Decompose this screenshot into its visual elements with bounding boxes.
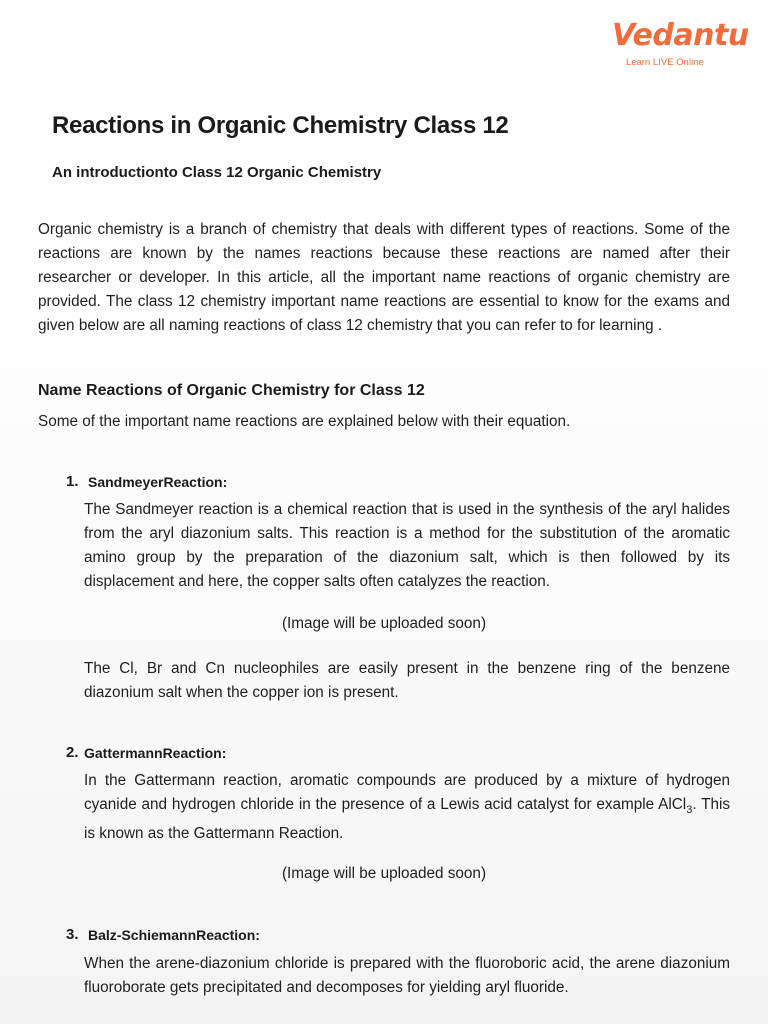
page-title: Reactions in Organic Chemistry Class 12 — [52, 112, 509, 139]
image-placeholder: (Image will be uploaded soon) — [281, 865, 487, 882]
list-number: 1. — [66, 473, 79, 490]
reaction-body: When the arene-diazonium chloride is prepared with the fluoroboric acid, the arene diazonium fluoroborate gets precipitated and decomposes for yielding aryl fluoride. — [84, 955, 730, 996]
subscript: 3 — [686, 804, 693, 817]
reaction-body-text: In the Gattermann reaction, aromatic compounds are produced by a mixture of hydrogen cyanide and hydrogen chloride in the presence of a Lewis acid catalyst for example AlCl — [84, 772, 730, 813]
list-number: 2. — [66, 744, 79, 761]
logo-wordmark: Vedantu — [612, 18, 749, 53]
vedantu-logo — [612, 18, 749, 74]
reaction-title: GattermannReaction: — [84, 745, 227, 761]
reaction-body-text: . This is known as the Gattermann Reaction. — [84, 796, 730, 843]
reaction-title: Balz-SchiemannReaction: — [88, 927, 260, 943]
reaction-title: SandmeyerReaction: — [88, 474, 228, 490]
logo-tagline: Learn LIVE Online — [626, 57, 704, 68]
reaction-note: The Cl, Br and Cn nucleophiles are easily present in the benzene ring of the benzene diazonium salt when the copper ion is present. — [84, 660, 730, 701]
intro-paragraph: Organic chemistry is a branch of chemistry that deals with different types of reactions. Some of the reactions are known by the names reactions because these reactions are named after their researcher or developer. In this article, all the important name reactions of organic chemistry are provided. The class 12 chemistry important name reactions are essential to know for the exams and given below are all naming reactions of class 12 chemistry that you can refer to for learning . — [38, 221, 730, 334]
list-number: 3. — [66, 926, 79, 943]
page-subtitle: An introductionto Class 12 Organic Chemistry — [52, 164, 382, 181]
section-heading: Name Reactions of Organic Chemistry for Class 12 — [38, 382, 425, 399]
section-lead: Some of the important name reactions are explained below with their equation. — [38, 413, 571, 430]
reaction-body: The Sandmeyer reaction is a chemical reaction that is used in the synthesis of the aryl halides from the aryl diazonium salts. This reaction is a method for the substitution of the aromatic amino group by the preparation of the diazonium salt, which is then followed by its displacement and here, the copper salts often catalyzes the reaction. — [84, 501, 730, 590]
reaction-body — [84, 769, 730, 846]
image-placeholder: (Image will be uploaded soon) — [281, 615, 487, 632]
